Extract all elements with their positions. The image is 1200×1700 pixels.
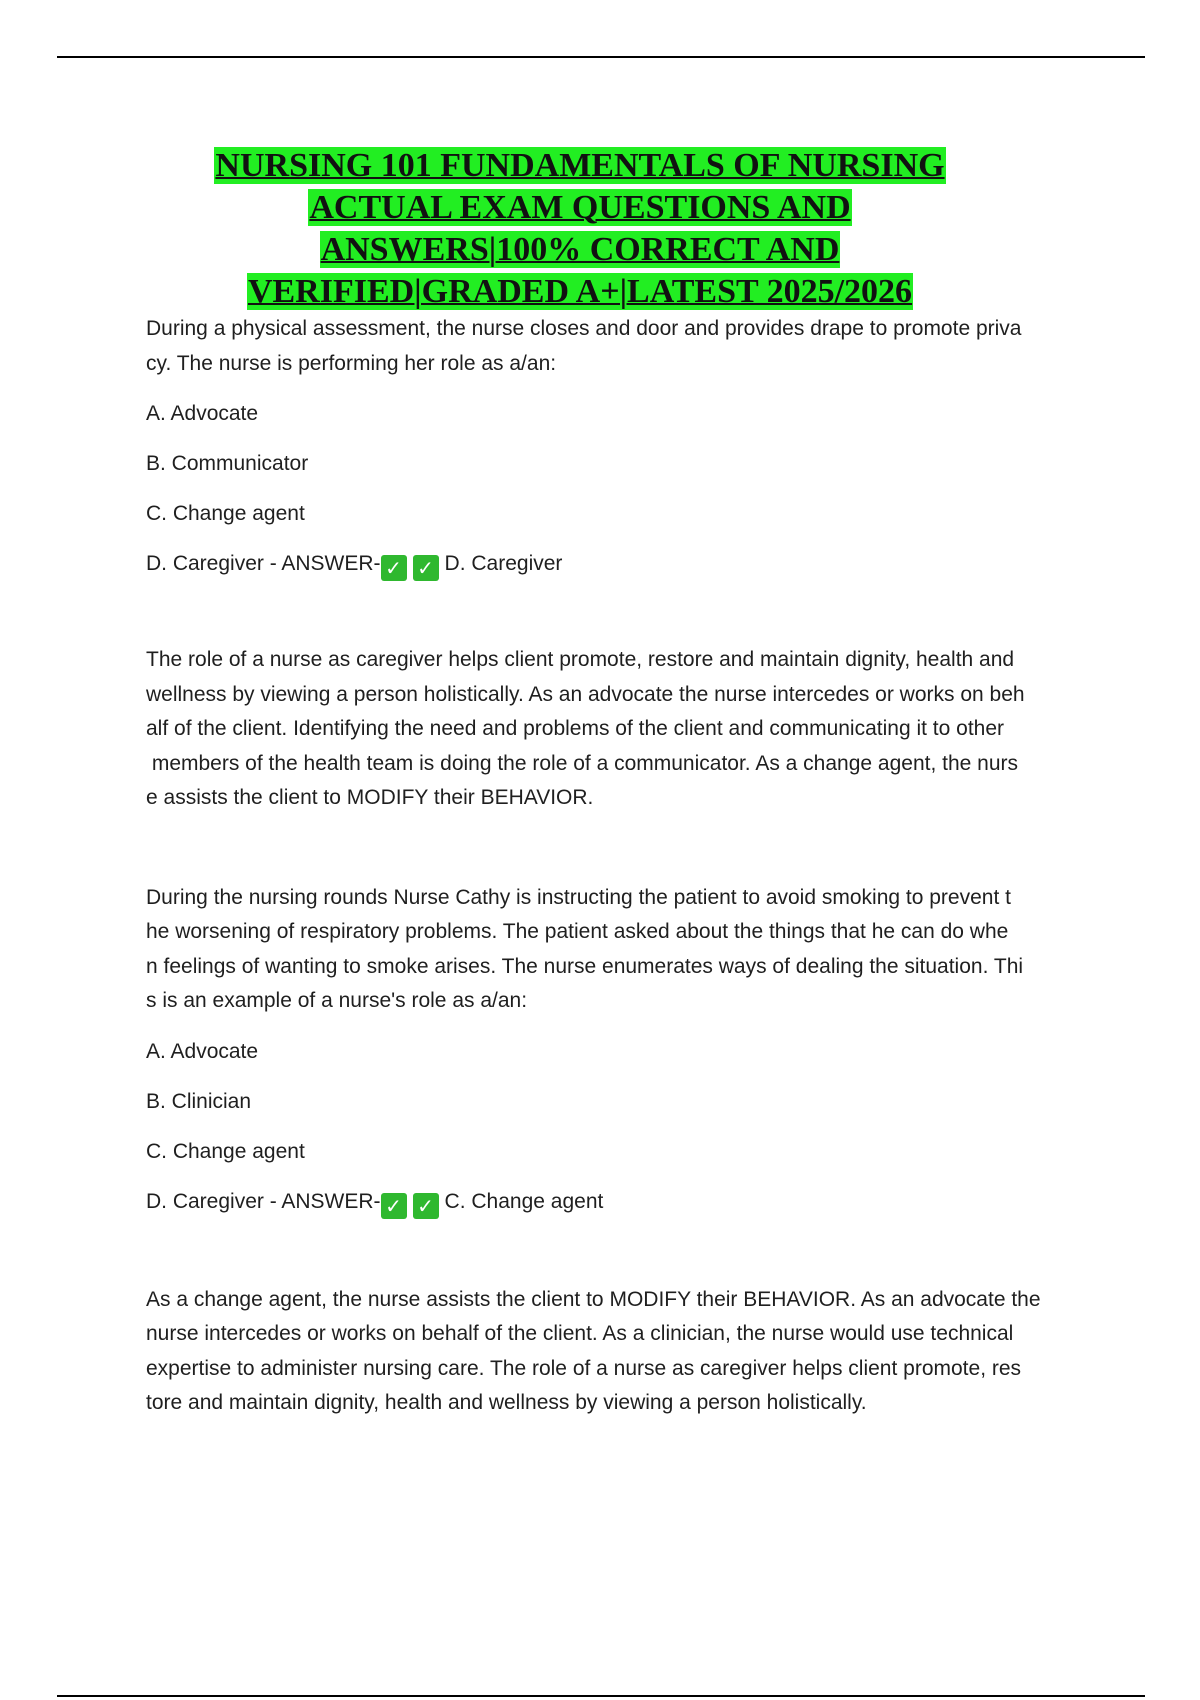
document-title [120,145,1040,313]
document-body [146,312,1066,1421]
check-mark-icon: ✓ [413,1193,439,1219]
rationale: The role of a nurse as caregiver helps client promote, restore and maintain dignity, health and wellness by viewing a person holistically. As an advocate the nurse intercedes or works on beh alf of the client. Identifying the need and problems of the client and communicating it to other members of the health team is doing the role of a communicator. As a change agent, the nurs e assists the client to MODIFY their BEHAVIOR. [146,648,1025,809]
question-stem: During a physical assessment, the nurse closes and door and provides drape to promote priva cy. The nurse is performing her role as a/an: [146,317,1022,375]
option-b: B. Clinician [146,1089,252,1113]
title-line: ACTUAL EXAM QUESTIONS AND [309,189,851,226]
check-mark-icon: ✓ [381,555,407,581]
option-a: A. Advocate [146,402,259,425]
top-rule [57,56,1145,58]
title-line: VERIFIED|GRADED A+|LATEST 2025/2026 [247,273,913,310]
option-c: C. Change agent [146,1139,305,1163]
question-2 [146,881,1066,1421]
answer-prefix: D. Caregiver - ANSWER- [146,1189,381,1213]
check-mark-icon: ✓ [413,555,439,581]
option-b: B. Communicator [146,452,309,475]
answer-line [146,1185,1066,1219]
option-c: C. Change agent [146,502,305,525]
rationale: As a change agent, the nurse assists the client to MODIFY their BEHAVIOR. As an advocate the nurse intercedes or works on behalf of the client. As a clinician, the nurse would use technical expertise to administer nursing care. The role of a nurse as caregiver helps client promote, res tore and maintain dignity, health and wellness by viewing a person holistically. [146,1287,1041,1414]
question-stem: During the nursing rounds Nurse Cathy is instructing the patient to avoid smoking to prevent t he worsening of respiratory problems. The patient asked about the things that he can do whe n feelings of wanting to smoke arises. The nurse enumerates ways of dealing the situation. Thi s is an example of a nurse's role as a/an: [146,885,1024,1012]
bottom-rule [57,1695,1145,1697]
question-1 [146,312,1066,816]
title-line: NURSING 101 FUNDAMENTALS OF NURSING [215,147,945,184]
title-line: ANSWERS|100% CORRECT AND [320,231,840,268]
check-mark-icon: ✓ [381,1193,407,1219]
answer-text: D. Caregiver [444,552,563,575]
option-a: A. Advocate [146,1039,259,1063]
answer-text: C. Change agent [444,1189,604,1213]
answer-prefix: D. Caregiver - ANSWER- [146,552,381,575]
answer-line [146,547,1066,581]
